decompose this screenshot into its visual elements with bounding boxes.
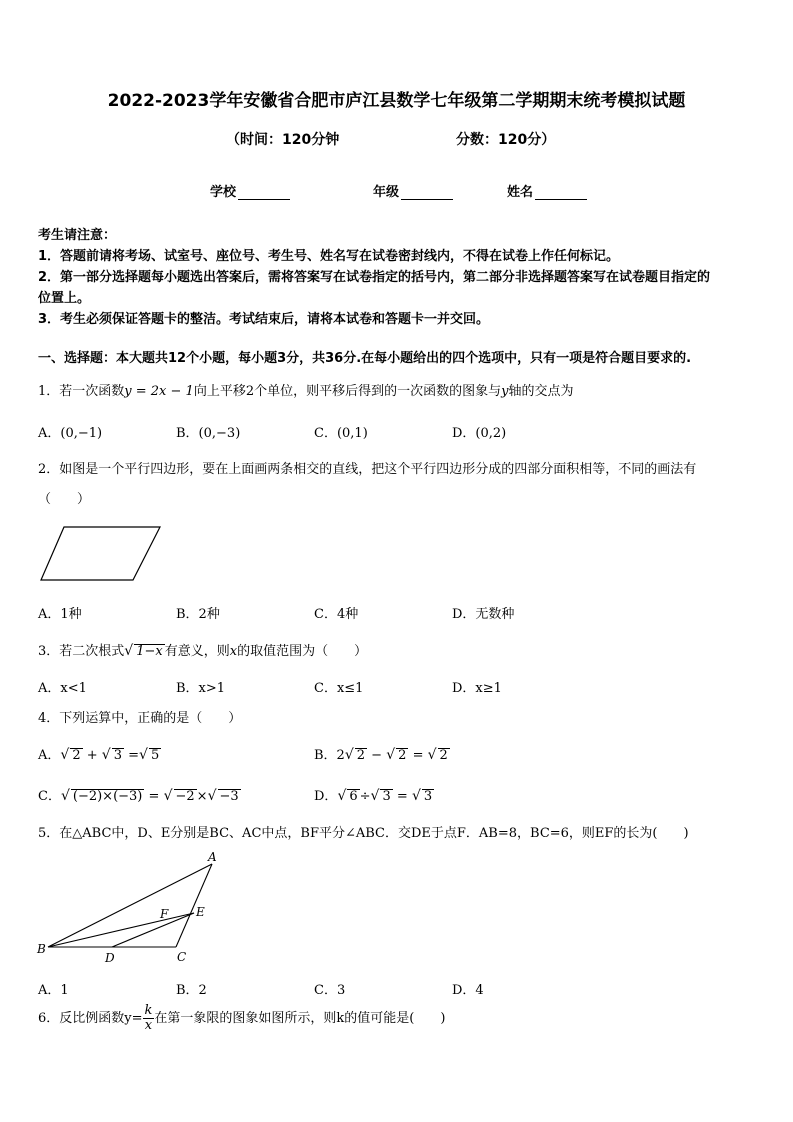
q6-denominator: x xyxy=(144,1018,153,1033)
q3-middle: 有意义，则 xyxy=(164,644,230,659)
q4-a-root1: 2 xyxy=(72,748,81,763)
notice-line-3: 3．考生必须保证答题卡的整洁。考试结束后，请将本试卷和答题卡一并交回。 xyxy=(38,312,490,327)
q1-prefix: 1．若一次函数 xyxy=(38,384,125,399)
q4-a-label: A． xyxy=(38,748,61,763)
score-label: 分数：120分） xyxy=(456,132,556,148)
q3-option-d[interactable]: D．x≥1 xyxy=(452,681,502,696)
q4-a-eq: = xyxy=(128,748,140,763)
notice-line-2-cont: 位置上。 xyxy=(38,291,91,306)
q5-option-b[interactable]: B．2 xyxy=(176,983,207,998)
label-c: C xyxy=(177,950,187,964)
q6-fraction xyxy=(143,1004,155,1033)
q1-option-d[interactable]: D．(0,2) xyxy=(452,426,507,441)
question-3: 3．若二次根式√ 1−x 有意义，则x的取值范围为（ ） xyxy=(38,643,368,659)
q1-function: y = 2x − 1 xyxy=(124,384,194,399)
question-1 xyxy=(38,380,573,399)
q1-y-var: y xyxy=(501,384,509,399)
segment-de xyxy=(112,913,194,947)
grade-label: 年级 xyxy=(373,185,400,200)
parallelogram-shape xyxy=(41,527,160,580)
q5-option-a[interactable]: A．1 xyxy=(38,983,69,998)
q4-a-root2: 3 xyxy=(113,748,122,763)
q4-option-a[interactable]: A．√ 2 + √ 3 =√ 5 xyxy=(38,747,160,763)
q3-option-b[interactable]: B．x>1 xyxy=(176,681,226,696)
parallelogram-figure xyxy=(38,522,164,582)
q4-option-d[interactable]: D．√ 6 ÷√ 3 = √ 3 xyxy=(314,788,433,804)
exam-title: 2022-2023学年安徽省合肥市庐江县数学七年级第二学期期末统考模拟试题 xyxy=(107,91,686,111)
school-label: 学校 xyxy=(210,185,237,200)
q6-suffix: 在第一象限的图象如图所示，则k的值可能是( ) xyxy=(154,1011,446,1026)
q2-option-c[interactable]: C．4种 xyxy=(314,607,359,622)
q3-option-a[interactable]: A．x<1 xyxy=(38,681,87,696)
q2-option-d[interactable]: D．无数种 xyxy=(452,607,515,622)
segment-ba xyxy=(48,864,212,947)
time-label: （时间：120分钟 xyxy=(226,132,340,148)
label-e: E xyxy=(196,905,205,919)
notice-heading: 考生请注意： xyxy=(38,228,117,243)
q1-option-b[interactable]: B．(0,−3) xyxy=(176,426,241,441)
q3-suffix: 的取值范围为（ ） xyxy=(237,644,368,659)
q4-c-root2: −2 xyxy=(175,789,195,804)
label-f: F xyxy=(160,907,169,921)
q3-prefix: 3．若二次根式 xyxy=(38,644,125,659)
notice-line-1: 1．答题前请将考场、试室号、座位号、考生号、姓名写在试卷密封线内，不得在试卷上作任何标记。 xyxy=(38,249,620,264)
section-choice-heading: 一、选择题：本大题共12个小题，每小题3分，共36分.在每小题给出的四个选项中，只有一项是符合题目要求的. xyxy=(38,351,692,366)
q5-option-d[interactable]: D．4 xyxy=(452,983,484,998)
name-field[interactable] xyxy=(507,181,587,200)
school-field[interactable] xyxy=(210,181,290,200)
q4-c-times: × xyxy=(196,789,208,804)
q4-c-root1: (−2)×(−3) xyxy=(72,789,143,804)
q3-option-c[interactable]: C．x≤1 xyxy=(314,681,364,696)
notice-line-2: 2．第一部分选择题每小题选出答案后，需将答案写在试卷指定的括号内，第二部分非选择题答案写在试卷题目指定的 xyxy=(38,270,711,285)
q4-option-b[interactable]: B．2√ 2 − √ 2 = √ 2 xyxy=(314,747,448,763)
label-a: A xyxy=(208,850,217,864)
question-2: 2．如图是一个平行四边形，要在上面画两条相交的直线，把这个平行四边形分成的四部分面积相等，不同的画法有 xyxy=(38,462,697,477)
triangle-figure xyxy=(34,848,234,968)
question-6 xyxy=(38,1004,445,1033)
q6-numerator: k xyxy=(144,1003,153,1018)
q1-option-c[interactable]: C．(0,1) xyxy=(314,426,368,441)
name-label: 姓名 xyxy=(507,185,534,200)
q2-option-a[interactable]: A．1种 xyxy=(38,607,82,622)
q1-suffix: 向上平移2个单位，则平移后得到的一次函数的图象与 xyxy=(193,384,502,399)
q4-a-plus: + xyxy=(86,748,98,763)
q4-b-root2: 2 xyxy=(398,748,407,763)
question-5: 5．在△ABC中，D、E分别是BC、AC中点，BF平分∠ABC．交DE于点F．AB=8，BC=6，则EF的长为( ) xyxy=(38,826,689,841)
q5-option-c[interactable]: C．3 xyxy=(314,983,346,998)
q4-option-c[interactable]: C．√ (−2)×(−3) = √ −2 ×√ −3 xyxy=(38,788,239,804)
q4-c-eq: = xyxy=(148,789,160,804)
q4-d-root3: 3 xyxy=(423,789,433,804)
q4-b-label: B．2 xyxy=(314,748,345,763)
q3-var: x xyxy=(229,644,238,659)
label-b: B xyxy=(37,942,46,956)
q4-b-root3: 2 xyxy=(439,748,448,763)
q4-b-minus: − xyxy=(371,748,383,763)
segment-ac xyxy=(176,864,212,947)
label-d: D xyxy=(105,951,115,965)
q4-b-root1: 2 xyxy=(356,748,366,763)
q1-tail: 轴的交点为 xyxy=(508,384,574,399)
question-2-blank: （ ） xyxy=(38,492,91,507)
q4-a-root3: 5 xyxy=(150,748,160,763)
q4-c-label: C． xyxy=(38,789,61,804)
q2-option-b[interactable]: B．2种 xyxy=(176,607,220,622)
q4-d-div: ÷ xyxy=(359,789,371,804)
q6-prefix: 6．反比例函数y= xyxy=(38,1011,143,1026)
q1-option-a[interactable]: A．(0,−1) xyxy=(38,426,103,441)
q4-c-root3: −3 xyxy=(219,789,239,804)
question-4: 4．下列运算中，正确的是（ ） xyxy=(38,711,242,726)
q4-d-root2: 3 xyxy=(382,789,391,804)
segment-bf xyxy=(48,913,194,947)
q4-d-label: D． xyxy=(314,789,338,804)
grade-field[interactable] xyxy=(373,181,453,200)
q4-d-eq: = xyxy=(396,789,408,804)
q4-d-root1: 6 xyxy=(349,789,358,804)
q4-b-eq: = xyxy=(412,748,424,763)
q3-radicand: 1−x xyxy=(136,644,163,659)
